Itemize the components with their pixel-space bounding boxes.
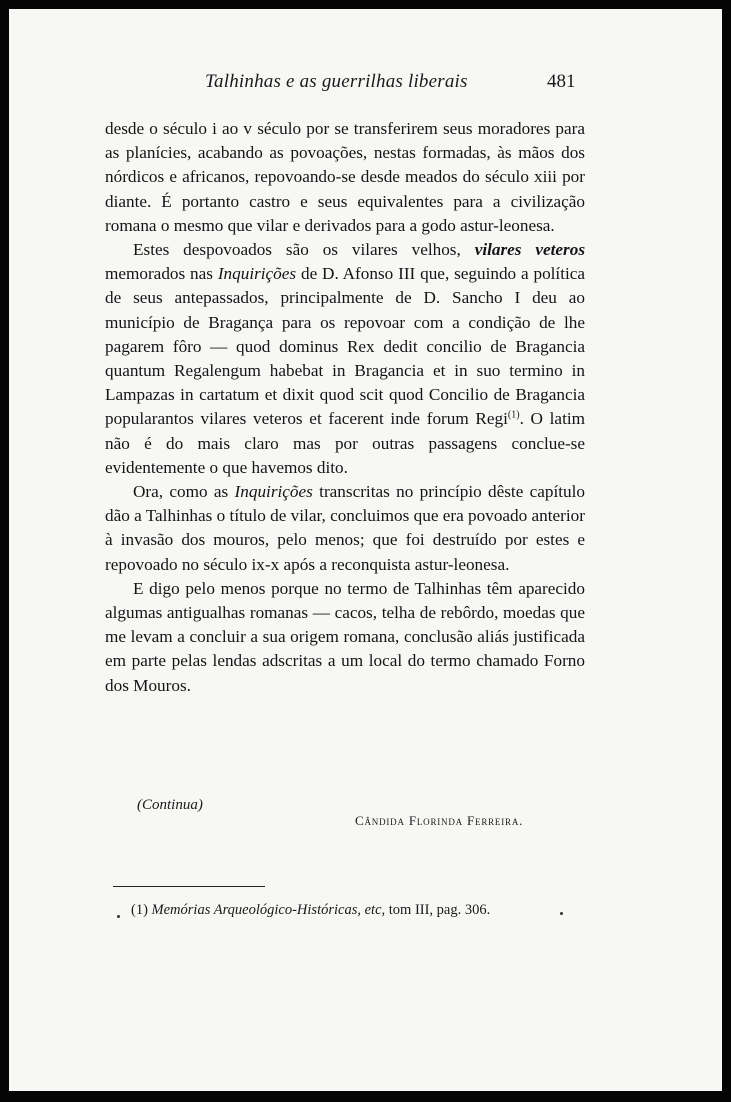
paragraph-3-part-b: transcritas no princípio dêste capítulo dão a Talhinhas o título de vilar, concluimos que era povoado anterior à invasão dos mouros, pelo menos; que foi destruído por estes e repovoado no século ix-x após a reconquista astur-leonesa. xyxy=(105,482,586,574)
running-title: Talhinhas e as guerrilhas liberais xyxy=(205,71,468,92)
footnote-rest: , tom III, pag. 306. xyxy=(381,902,491,918)
footnote-reference[interactable]: (1) xyxy=(507,409,520,421)
footnote-title: Memórias Arqueológico-Históricas, etc xyxy=(151,902,382,918)
article-body xyxy=(105,117,585,698)
paragraph-3 xyxy=(105,480,585,577)
continua-note: (Continua) xyxy=(137,797,203,813)
footnote-marker: (1) xyxy=(131,902,148,918)
ink-speck xyxy=(117,915,120,918)
footnote xyxy=(131,902,490,919)
term-inquiricoes: Inquirições xyxy=(217,264,297,284)
paragraph-2-part-a: Estes despovoados são os vilares velhos, xyxy=(133,240,461,260)
paragraph-1: desde o século i ao v século por se transferirem seus moradores para as planícies, acabando as povoações, nestas formadas, às mãos dos nórdicos e africanos, repovoando-se desde meados do século xiii por diante. É portanto castro e seus equivalentes para a civilização romana o mesmo que vilar e derivados para a godo astur-leonesa. xyxy=(105,119,585,235)
paragraph-3-part-a: Ora, como as xyxy=(133,482,229,502)
page xyxy=(9,9,722,1091)
paragraph-2-part-b: memorados nas xyxy=(105,264,213,284)
paragraph-4: E digo pelo menos porque no termo de Talhinhas têm aparecido algumas antigualhas romanas — cacos, telha de rebôrdo, moedas que me levam a concluir a sua origem romana, conclusão aliás justificada em parte pelas lendas adscritas a um local do termo chamado Forno dos Mouros. xyxy=(105,578,585,695)
paragraph-2-part-d: . O latim não é do mais claro mas por outras passagens conclue-se evidentemente o que havemos dito. xyxy=(105,409,585,477)
ink-speck xyxy=(560,912,563,915)
paragraph-2-part-c: de D. Afonso III que, seguindo a política de seus antepassados, principalmente de D. Sancho I deu ao município de Bragança para os repovoar com a condição de lhe pagarem fôro — quod dominus Rex dedit concilio de Bragancia quantum Regalengum habebat in Bragancia et in suo termino in Lampazas in cartatum et dixit quod scit quod Concilio de Bragancia popularantos vilares veteros et facerent inde forum Regi xyxy=(105,264,586,429)
term-inquiricoes-2: Inquirições xyxy=(234,482,313,502)
paragraph-2 xyxy=(105,238,585,480)
footnote-divider xyxy=(113,886,265,887)
term-vilares-veteros: vilares veteros xyxy=(474,240,586,260)
page-number: 481 xyxy=(547,71,576,92)
page-header xyxy=(9,71,722,101)
author-signature: Cândida Florinda Ferreira. xyxy=(355,813,524,828)
